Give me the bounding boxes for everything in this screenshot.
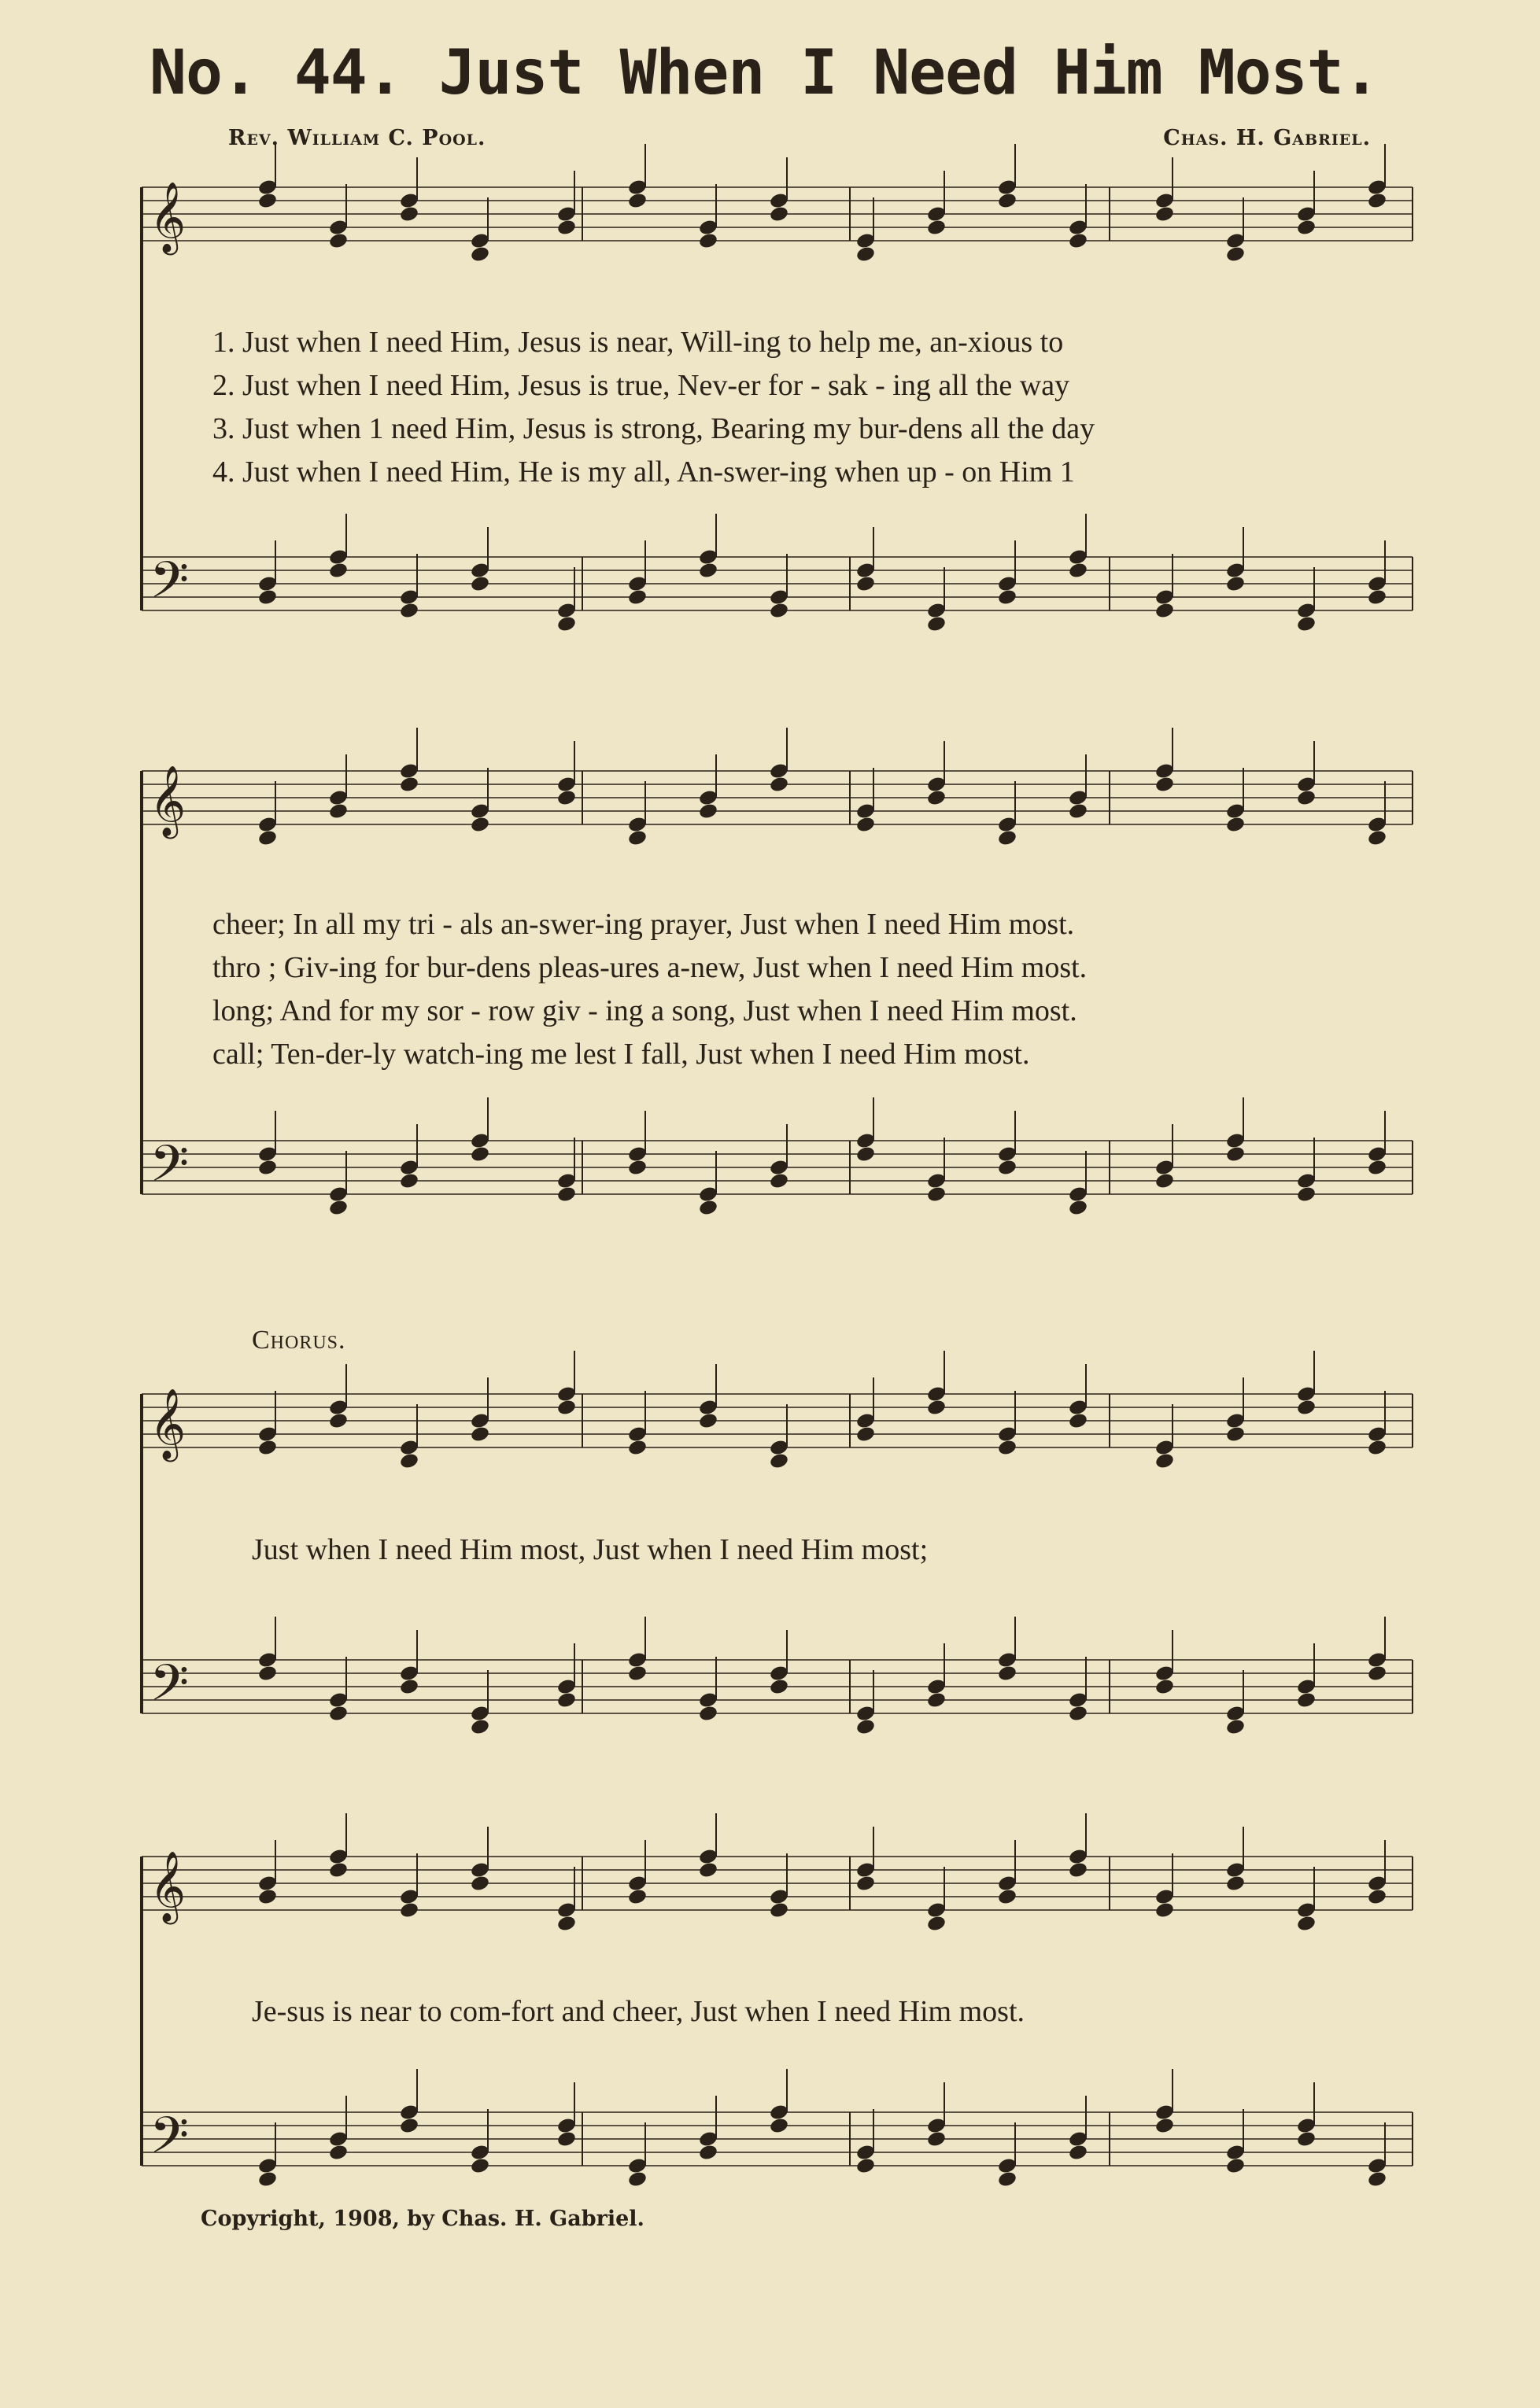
note-head — [257, 1439, 278, 1457]
note-head — [1225, 1718, 1246, 1736]
note-head — [1296, 2130, 1317, 2148]
chorus-label: Chorus. — [252, 1326, 346, 1355]
chorus-lyric-1: Just when I need Him most, Just when I need Him most; — [252, 1533, 929, 1566]
note-head — [769, 602, 789, 620]
note-head — [1154, 602, 1175, 620]
note-head — [1068, 1199, 1088, 1217]
note-head — [470, 1875, 490, 1893]
note-head — [1068, 1861, 1088, 1879]
note-head — [1367, 829, 1387, 847]
note-head — [470, 2157, 490, 2175]
note-head — [926, 1915, 947, 1933]
treble-clef-icon: 𝄞 — [150, 182, 186, 253]
note-head — [328, 1861, 349, 1879]
note-head — [769, 776, 789, 794]
note-head — [855, 1718, 876, 1736]
note-head — [1367, 1159, 1387, 1177]
note-head — [470, 1718, 490, 1736]
note-head — [1154, 1172, 1175, 1190]
note-head — [257, 1665, 278, 1683]
note-head — [399, 205, 419, 223]
note-head — [698, 1861, 718, 1879]
note-head — [1225, 245, 1246, 264]
note-head — [1068, 802, 1088, 820]
note-head — [1154, 776, 1175, 794]
note-head — [556, 789, 577, 807]
note-head — [769, 205, 789, 223]
note-head — [399, 1678, 419, 1696]
verse-line: 2. Just when I need Him, Jesus is true, Nev-er for - sak - ing all the way — [212, 369, 1070, 402]
note-head — [926, 219, 947, 237]
note-head — [997, 829, 1017, 847]
note-head — [257, 588, 278, 607]
note-head — [1296, 1691, 1317, 1709]
note-head — [1225, 816, 1246, 834]
note-head — [627, 1439, 648, 1457]
note-head — [1225, 575, 1246, 593]
note-head — [1367, 588, 1387, 607]
treble-clef-icon: 𝄞 — [150, 1388, 186, 1459]
hymn-title: No. 44. Just When I Need Him Most. — [150, 38, 1379, 109]
note-head — [627, 1159, 648, 1177]
note-head — [926, 789, 947, 807]
note-head — [1296, 789, 1317, 807]
note-head — [399, 2117, 419, 2135]
note-head — [1068, 1705, 1088, 1723]
note-head — [470, 245, 490, 264]
note-head — [470, 1425, 490, 1444]
note-head — [855, 245, 876, 264]
note-head — [1296, 1186, 1317, 1204]
treble-clef-icon: 𝄞 — [150, 765, 186, 836]
note-head — [399, 602, 419, 620]
note-head — [1296, 219, 1317, 237]
note-head — [698, 1705, 718, 1723]
note-head — [627, 829, 648, 847]
note-head — [257, 1159, 278, 1177]
note-head — [328, 562, 349, 580]
note-head — [1154, 1452, 1175, 1470]
verse-line: thro ; Giv-ing for bur-dens pleas-ures a-new, Just when I need Him most. — [212, 951, 1088, 984]
note-head — [399, 1172, 419, 1190]
note-head — [556, 2130, 577, 2148]
lyricist-credit: Rev. William C. Pool. — [228, 126, 486, 150]
note-head — [627, 588, 648, 607]
note-head — [1225, 1145, 1246, 1163]
note-head — [1296, 615, 1317, 633]
copyright-notice: Copyright, 1908, by Chas. H. Gabriel. — [201, 2207, 644, 2231]
note-head — [556, 219, 577, 237]
note-head — [1068, 562, 1088, 580]
note-head — [1225, 1425, 1246, 1444]
note-head — [997, 192, 1017, 210]
note-head — [328, 232, 349, 250]
note-head — [328, 1412, 349, 1430]
note-head — [1154, 205, 1175, 223]
note-head — [926, 1186, 947, 1204]
bass-clef-icon: 𝄢 — [150, 551, 190, 622]
note-head — [556, 1399, 577, 1417]
note-head — [855, 1875, 876, 1893]
note-head — [556, 1186, 577, 1204]
note-head — [399, 1901, 419, 1919]
note-head — [1154, 1901, 1175, 1919]
note-head — [769, 1172, 789, 1190]
verses-block-1 — [212, 321, 1409, 494]
note-head — [1367, 192, 1387, 210]
note-head — [1367, 2170, 1387, 2189]
verse-line: 1. Just when I need Him, Jesus is near, Will-ing to help me, an-xious to — [212, 326, 1064, 359]
note-head — [1154, 1678, 1175, 1696]
verse-line: 3. Just when 1 need Him, Jesus is strong, Bearing my bur-dens all the day — [212, 412, 1095, 445]
verse-line: call; Ten-der-ly watch-ing me lest I fall, Just when I need Him most. — [212, 1038, 1030, 1071]
treble-clef-icon: 𝄞 — [150, 1851, 186, 1922]
note-head — [1296, 1915, 1317, 1933]
note-head — [1068, 2144, 1088, 2162]
note-head — [1068, 232, 1088, 250]
note-head — [328, 1199, 349, 1217]
note-head — [926, 2130, 947, 2148]
verses-block-2 — [212, 903, 1409, 1076]
note-head — [627, 192, 648, 210]
verse-line: cheer; In all my tri - als an-swer-ing prayer, Just when I need Him most. — [212, 908, 1075, 941]
note-head — [769, 1678, 789, 1696]
note-head — [855, 2157, 876, 2175]
note-head — [769, 2117, 789, 2135]
note-head — [855, 1145, 876, 1163]
note-head — [855, 1425, 876, 1444]
note-head — [328, 802, 349, 820]
note-head — [257, 1888, 278, 1906]
note-head — [556, 1691, 577, 1709]
bass-clef-icon: 𝄢 — [150, 1135, 190, 1206]
note-head — [1367, 1439, 1387, 1457]
note-head — [627, 1888, 648, 1906]
note-head — [855, 575, 876, 593]
note-head — [926, 1399, 947, 1417]
composer-credit: Chas. H. Gabriel. — [1163, 126, 1371, 150]
note-head — [1367, 1665, 1387, 1683]
note-head — [399, 776, 419, 794]
note-head — [997, 1665, 1017, 1683]
note-head — [997, 2170, 1017, 2189]
note-head — [926, 1691, 947, 1709]
note-head — [926, 615, 947, 633]
note-head — [997, 1888, 1017, 1906]
note-head — [997, 1159, 1017, 1177]
chorus-lyric-2: Je-sus is near to com-fort and cheer, Just when I need Him most. — [252, 1995, 1025, 2028]
note-head — [399, 1452, 419, 1470]
note-head — [698, 562, 718, 580]
note-head — [769, 1452, 789, 1470]
bass-clef-icon: 𝄢 — [150, 1654, 190, 1725]
bass-clef-icon: 𝄢 — [150, 2107, 190, 2178]
note-head — [698, 802, 718, 820]
note-head — [698, 2144, 718, 2162]
note-head — [470, 1145, 490, 1163]
note-head — [470, 816, 490, 834]
note-head — [1367, 1888, 1387, 1906]
note-head — [257, 829, 278, 847]
note-head — [556, 615, 577, 633]
note-head — [257, 192, 278, 210]
note-head — [627, 1665, 648, 1683]
note-head — [1154, 2117, 1175, 2135]
note-head — [257, 2170, 278, 2189]
note-head — [698, 232, 718, 250]
note-head — [1068, 1412, 1088, 1430]
note-head — [997, 1439, 1017, 1457]
verse-line: 4. Just when I need Him, He is my all, An-swer-ing when up - on Him 1 — [212, 455, 1075, 489]
note-head — [556, 1915, 577, 1933]
note-head — [328, 1705, 349, 1723]
note-head — [1225, 1875, 1246, 1893]
note-head — [1296, 1399, 1317, 1417]
note-head — [698, 1199, 718, 1217]
verse-line: long; And for my sor - row giv - ing a song, Just when I need Him most. — [212, 994, 1077, 1027]
note-head — [855, 816, 876, 834]
note-head — [698, 1412, 718, 1430]
note-head — [997, 588, 1017, 607]
note-head — [328, 2144, 349, 2162]
note-head — [627, 2170, 648, 2189]
note-head — [1225, 2157, 1246, 2175]
note-head — [769, 1901, 789, 1919]
note-head — [470, 575, 490, 593]
